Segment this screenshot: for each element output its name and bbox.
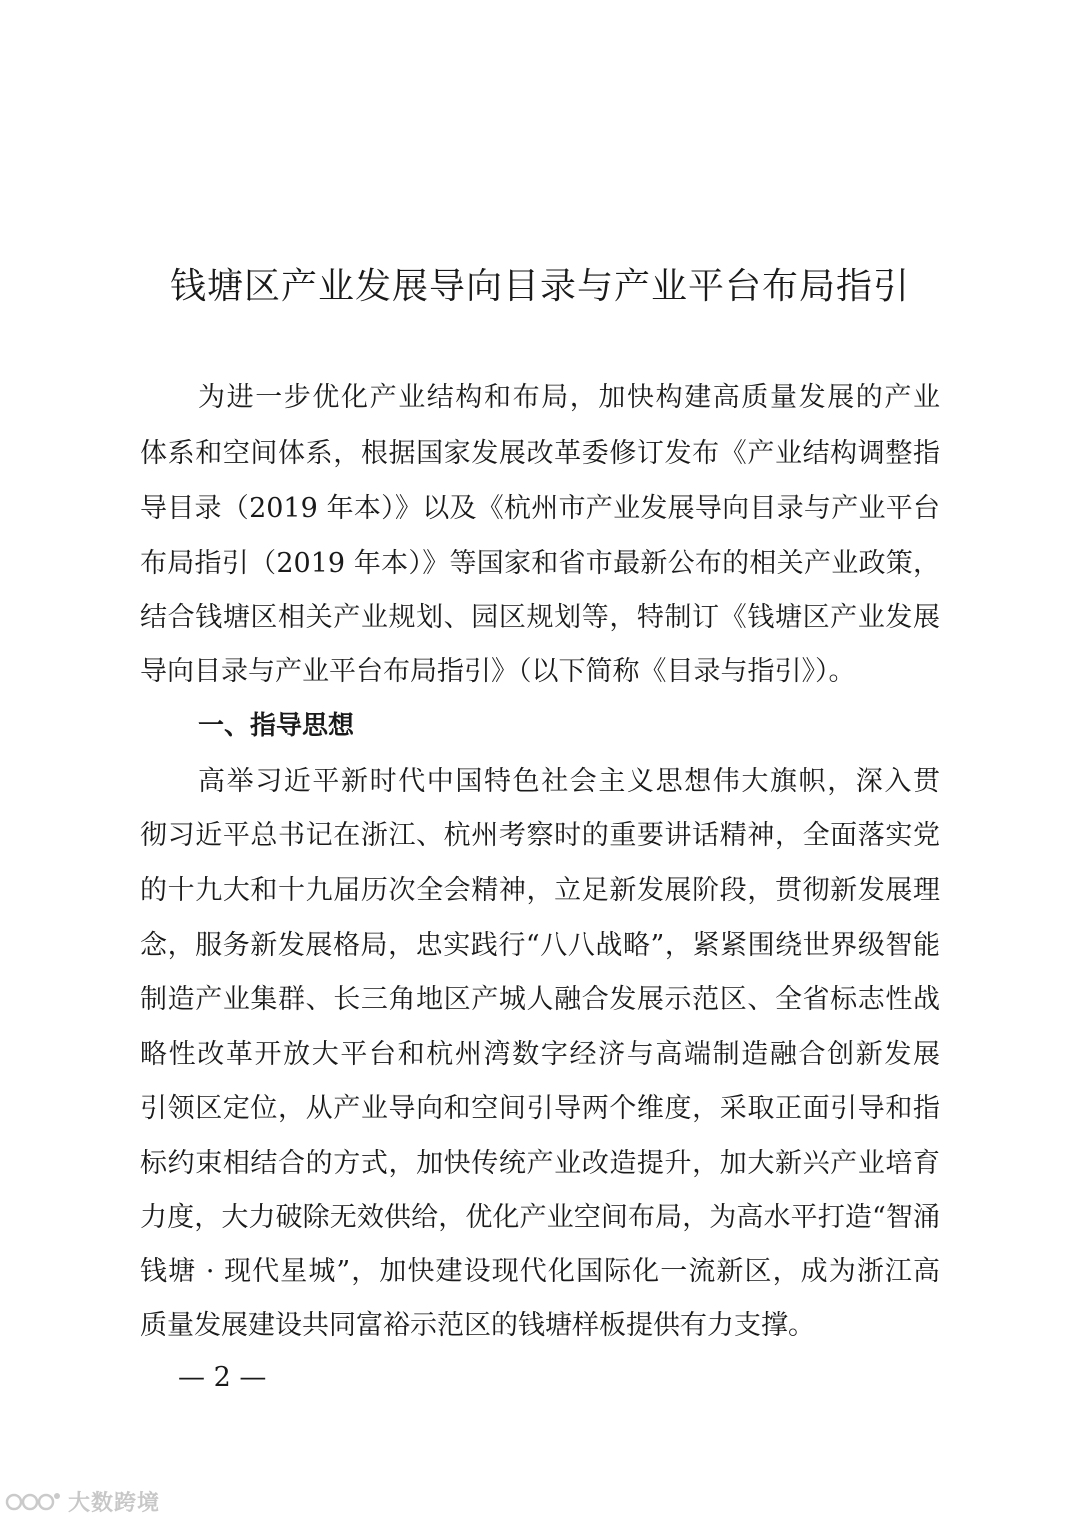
section-line: 制造产业集群、长三角地区产城人融合发展示范区、全省标志性战	[140, 984, 940, 1015]
section-line: 钱塘 · 现代星城”，加快建设现代化国际化一流新区，成为浙江高	[140, 1256, 940, 1287]
section-line: 的十九大和十九届历次全会精神，立足新发展阶段，贯彻新发展理	[140, 875, 940, 906]
section-heading: 一、指导思想	[198, 711, 355, 741]
intro-line: 为进一步优化产业结构和布局，加快构建高质量发展的产业	[198, 382, 940, 413]
intro-line: 结合钱塘区相关产业规划、园区规划等，特制订《钱塘区产业发展	[140, 602, 940, 633]
intro-line: 导目录（2019 年本）》以及《杭州市产业发展导向目录与产业平台	[140, 493, 940, 524]
section-line: 彻习近平总书记在浙江、杭州考察时的重要讲话精神，全面落实党	[140, 820, 940, 851]
section-line: 质量发展建设共同富裕示范区的钱塘样板提供有力支撑。	[140, 1310, 815, 1341]
section-line: 略性改革开放大平台和杭州湾数字经济与高端制造融合创新发展	[140, 1039, 940, 1070]
watermark-logo-icon	[4, 1489, 64, 1515]
document-title: 钱塘区产业发展导向目录与产业平台布局指引	[169, 266, 910, 307]
intro-line: 体系和空间体系，根据国家发展改革委修订发布《产业结构调整指	[140, 438, 940, 469]
section-line: 引领区定位，从产业导向和空间引导两个维度，采取正面引导和指	[140, 1093, 940, 1124]
watermark-text: 大数跨境	[68, 1491, 161, 1516]
section-line: 高举习近平新时代中国特色社会主义思想伟大旗帜，深入贯	[198, 766, 940, 797]
section-line: 标约束相结合的方式，加快传统产业改造提升，加大新兴产业培育	[140, 1148, 940, 1179]
section-line: 念，服务新发展格局，忠实践行“八八战略”，紧紧围绕世界级智能	[140, 930, 940, 961]
page-number: — 2 —	[178, 1362, 267, 1393]
section-line: 力度，大力破除无效供给，优化产业空间布局，为高水平打造“智涌	[140, 1202, 940, 1233]
intro-line: 导向目录与产业平台布局指引》（以下简称《目录与指引》）。	[140, 656, 856, 687]
watermark	[4, 1486, 160, 1517]
intro-line: 布局指引（2019 年本）》等国家和省市最新公布的相关产业政策，	[140, 548, 940, 579]
